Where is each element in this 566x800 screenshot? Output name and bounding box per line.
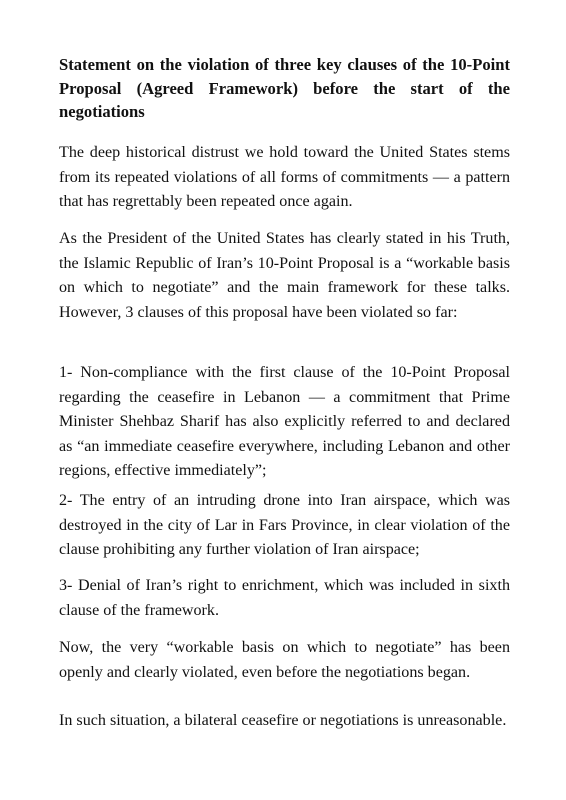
clause-1-lebanon-ceasefire: 1- Non-compliance with the first clause of the 10-Point Proposal regarding the ceasefire in Lebanon — a commitment that Prime Minister Shehbaz Sharif has also explicitly referred to and declared as “an immediate ceasefire everywhere, including Lebanon and other regions, effective immediately”; bbox=[59, 364, 510, 479]
paragraph-historical-distrust: The deep historical distrust we hold toward the United States stems from its repeated violations of all forms of commitments — a pattern that has regrettably been repeated once again. bbox=[59, 144, 510, 210]
paragraph-workable-basis: As the President of the United States has clearly stated in his Truth, the Islamic Republic of Iran’s 10-Point Proposal is a “workable basis on which to negotiate” and the main framework for these talks. However, 3 clauses of this proposal have been violated so far: bbox=[59, 230, 510, 321]
clause-3-enrichment: 3- Denial of Iran’s right to enrichment, which was included in sixth clause of the framework. bbox=[59, 577, 510, 619]
statement-title: Statement on the violation of three key clauses of the 10-Point Proposal (Agreed Framework) before the start of the negotiations bbox=[59, 55, 510, 121]
clause-2-drone-airspace: 2- The entry of an intruding drone into Iran airspace, which was destroyed in the city of Lar in Fars Province, in clear violation of the clause prohibiting any further violation of Iran airspace; bbox=[59, 492, 510, 558]
paragraph-basis-violated: Now, the very “workable basis on which to negotiate” has been openly and clearly violated, even before the negotiations began. bbox=[59, 639, 510, 681]
paragraph-conclusion: In such situation, a bilateral ceasefire or negotiations is unreasonable. bbox=[59, 712, 507, 729]
